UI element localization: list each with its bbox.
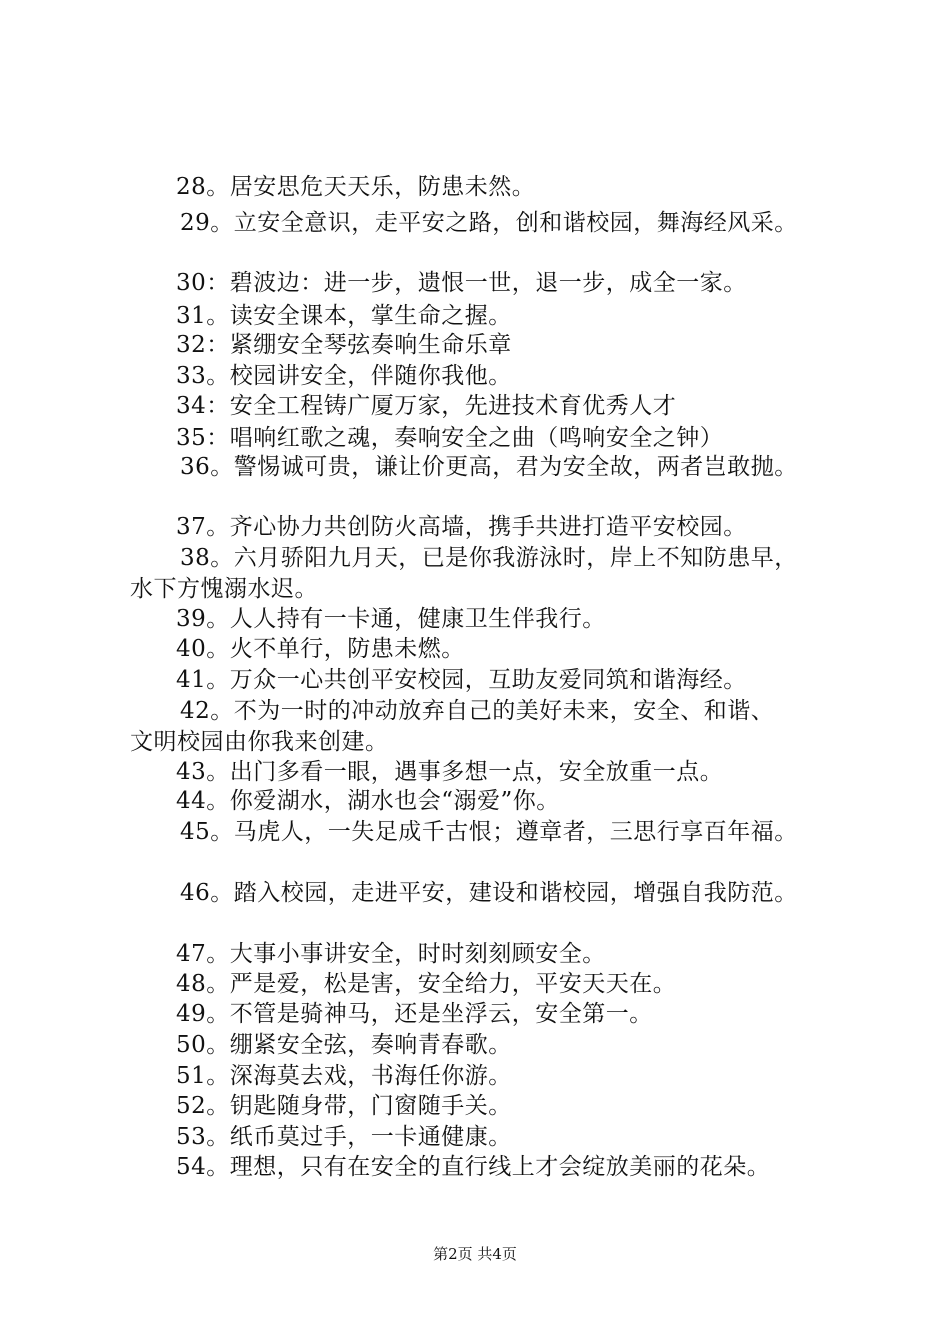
document-line: 29。立安全意识，走平安之路，创和谐校园，舞海经风采。 — [180, 210, 798, 236]
document-line: 35：唱响红歌之魂，奏响安全之曲（鸣响安全之钟） — [176, 425, 724, 451]
document-line: 30：碧波边：进一步，遗恨一世，退一步，成全一家。 — [176, 270, 747, 296]
document-line: 51。深海莫去戏，书海任你游。 — [176, 1063, 512, 1089]
document-line: 45。马虎人，一失足成千古恨；遵章者，三思行享百年福。 — [180, 819, 798, 845]
document-line: 36。警惕诚可贵，谦让价更高，君为安全故，两者岂敢抛。 — [180, 454, 798, 480]
document-line: 53。纸币莫过手，一卡通健康。 — [176, 1124, 512, 1150]
document-line: 50。绷紧安全弦，奏响青春歌。 — [176, 1032, 512, 1058]
document-line: 43。出门多看一眼，遇事多想一点，安全放重一点。 — [176, 759, 724, 785]
document-line: 40。火不单行，防患未燃。 — [176, 636, 465, 662]
document-line: 39。人人持有一卡通，健康卫生伴我行。 — [176, 606, 606, 632]
document-line: 42。不为一时的冲动放弃自己的美好未来，安全、和谐、 — [180, 698, 775, 724]
document-line: 48。严是爱，松是害，安全给力，平安天天在。 — [176, 971, 677, 997]
document-line: 34：安全工程铸广厦万家，先进技术育优秀人才 — [176, 393, 677, 419]
page-footer: 第2页 共4页 — [433, 1245, 517, 1263]
document-line: 41。万众一心共创平安校园，互助友爱同筑和谐海经。 — [176, 667, 747, 693]
document-line: 31。读安全课本，掌生命之握。 — [176, 303, 512, 329]
document-line: 38。六月骄阳九月天，已是你我游泳时，岸上不知防患早， — [180, 545, 798, 571]
document-line: 37。齐心协力共创防火高墙，携手共进打造平安校园。 — [176, 514, 747, 540]
document-line: 49。不管是骑神马，还是坐浮云，安全第一。 — [176, 1001, 653, 1027]
document-line: 54。理想，只有在安全的直行线上才会绽放美丽的花朵。 — [176, 1154, 771, 1180]
document-line: 水下方愧溺水迟。 — [130, 576, 318, 602]
document-line: 44。你爱湖水，湖水也会“溺爱”你。 — [176, 788, 560, 814]
document-line: 32：紧绷安全琴弦奏响生命乐章 — [176, 332, 512, 358]
document-line: 46。踏入校园，走进平安，建设和谐校园，增强自我防范。 — [180, 880, 798, 906]
document-line: 28。居安思危天天乐，防患未然。 — [176, 174, 536, 200]
document-line: 47。大事小事讲安全，时时刻刻顾安全。 — [176, 941, 606, 967]
document-line: 文明校园由你我来创建。 — [130, 729, 389, 755]
document-line: 33。校园讲安全，伴随你我他。 — [176, 363, 512, 389]
document-line: 52。钥匙随身带，门窗随手关。 — [176, 1093, 512, 1119]
